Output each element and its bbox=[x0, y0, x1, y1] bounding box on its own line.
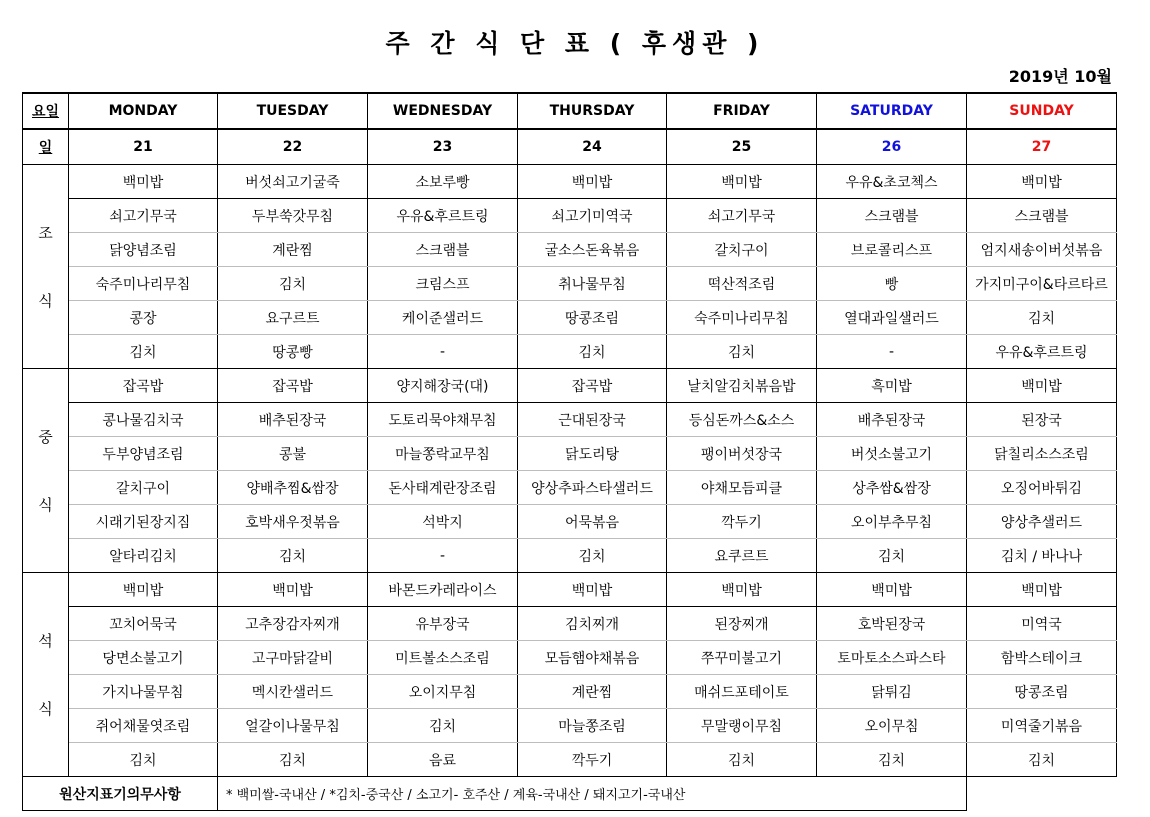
menu-item: 양상추파스타샐러드 bbox=[518, 471, 667, 505]
menu-item: 오이지무침 bbox=[368, 675, 518, 709]
meal-label-char: 석 bbox=[38, 631, 53, 650]
menu-item: 엄지새송이버섯볶음 bbox=[967, 233, 1117, 267]
menu-item: 팽이버섯장국 bbox=[667, 437, 817, 471]
menu-item: 김치 bbox=[967, 743, 1117, 777]
meal-label bbox=[23, 573, 69, 777]
meal-label-char: 식 bbox=[38, 699, 53, 718]
day-header-row bbox=[23, 93, 1117, 129]
menu-item: 오징어바튀김 bbox=[967, 471, 1117, 505]
menu-item: 된장찌개 bbox=[667, 607, 817, 641]
day-header: SATURDAY bbox=[817, 93, 967, 129]
menu-row bbox=[23, 607, 1117, 641]
menu-item: 모듬햄야채볶음 bbox=[518, 641, 667, 675]
menu-item: 김치 bbox=[667, 743, 817, 777]
menu-item: 날치알김치볶음밥 bbox=[667, 369, 817, 403]
menu-item: 호박된장국 bbox=[817, 607, 967, 641]
menu-item: 크림스프 bbox=[368, 267, 518, 301]
menu-item: 마늘쫑락교무침 bbox=[368, 437, 518, 471]
menu-item: 백미밥 bbox=[967, 573, 1117, 607]
menu-item: 멕시칸샐러드 bbox=[218, 675, 368, 709]
menu-item: 김치 bbox=[69, 743, 218, 777]
menu-row bbox=[23, 709, 1117, 743]
menu-item: 양지해장국(대) bbox=[368, 369, 518, 403]
meal-label bbox=[23, 165, 69, 369]
menu-item: 김치 bbox=[518, 539, 667, 573]
menu-item: 백미밥 bbox=[69, 165, 218, 199]
menu-item: 브로콜리스프 bbox=[817, 233, 967, 267]
menu-item: 당면소불고기 bbox=[69, 641, 218, 675]
menu-item: 닭도리탕 bbox=[518, 437, 667, 471]
menu-row bbox=[23, 743, 1117, 777]
menu-item: 숙주미나리무침 bbox=[69, 267, 218, 301]
meal-label-char: 식 bbox=[38, 495, 53, 514]
menu-item: 김치 bbox=[518, 335, 667, 369]
menu-item: - bbox=[368, 335, 518, 369]
day-column-label: 요일 bbox=[23, 93, 69, 129]
menu-item: 김치 bbox=[218, 743, 368, 777]
menu-item: 땅콩조림 bbox=[967, 675, 1117, 709]
menu-item: 스크램블 bbox=[368, 233, 518, 267]
meal-label bbox=[23, 369, 69, 573]
menu-item: 호박새우젓볶음 bbox=[218, 505, 368, 539]
menu-row bbox=[23, 335, 1117, 369]
menu-item: 양상추샐러드 bbox=[967, 505, 1117, 539]
menu-item: 갈치구이 bbox=[667, 233, 817, 267]
menu-item: 두부쑥갓무침 bbox=[218, 199, 368, 233]
day-header: WEDNESDAY bbox=[368, 93, 518, 129]
menu-item: 배추된장국 bbox=[218, 403, 368, 437]
menu-item: 두부양념조림 bbox=[69, 437, 218, 471]
date-header: 25 bbox=[667, 129, 817, 165]
menu-item: 김치 / 바나나 bbox=[967, 539, 1117, 573]
menu-row bbox=[23, 675, 1117, 709]
menu-item: 김치 bbox=[69, 335, 218, 369]
menu-item: 알타리김치 bbox=[69, 539, 218, 573]
menu-item: 무말랭이무침 bbox=[667, 709, 817, 743]
menu-date: 2019년 10월 bbox=[1008, 67, 1112, 86]
menu-item: 계란찜 bbox=[218, 233, 368, 267]
date-header: 27 bbox=[967, 129, 1117, 165]
menu-item: 바몬드카레라이스 bbox=[368, 573, 518, 607]
menu-item: 스크램블 bbox=[817, 199, 967, 233]
weekly-menu-table bbox=[22, 92, 1117, 811]
day-header: MONDAY bbox=[69, 93, 218, 129]
menu-item: 백미밥 bbox=[967, 165, 1117, 199]
menu-item: 김치 bbox=[667, 335, 817, 369]
menu-item: 백미밥 bbox=[69, 573, 218, 607]
day-header: THURSDAY bbox=[518, 93, 667, 129]
menu-row bbox=[23, 539, 1117, 573]
menu-item: 잡곡밥 bbox=[518, 369, 667, 403]
menu-item: 케이준샐러드 bbox=[368, 301, 518, 335]
menu-item: 김치 bbox=[218, 267, 368, 301]
menu-item: 미트볼소스조림 bbox=[368, 641, 518, 675]
menu-item: 김치 bbox=[817, 743, 967, 777]
menu-item: 등심돈까스&소스 bbox=[667, 403, 817, 437]
menu-item: 고추장감자찌개 bbox=[218, 607, 368, 641]
menu-item: 미역국 bbox=[967, 607, 1117, 641]
menu-row bbox=[23, 403, 1117, 437]
menu-item: 땅콩빵 bbox=[218, 335, 368, 369]
menu-item: 김치 bbox=[218, 539, 368, 573]
menu-item: 잡곡밥 bbox=[69, 369, 218, 403]
date-header-row bbox=[23, 129, 1117, 165]
menu-item: 흑미밥 bbox=[817, 369, 967, 403]
menu-item: - bbox=[368, 539, 518, 573]
menu-item: 유부장국 bbox=[368, 607, 518, 641]
menu-item: 김치찌개 bbox=[518, 607, 667, 641]
menu-item: 토마토소스파스타 bbox=[817, 641, 967, 675]
date-header: 26 bbox=[817, 129, 967, 165]
menu-item: 가지미구이&타르타르 bbox=[967, 267, 1117, 301]
menu-item: 버섯쇠고기굴죽 bbox=[218, 165, 368, 199]
menu-item: 백미밥 bbox=[218, 573, 368, 607]
menu-item: 쇠고기무국 bbox=[69, 199, 218, 233]
menu-row bbox=[23, 573, 1117, 607]
menu-item: 쭈꾸미불고기 bbox=[667, 641, 817, 675]
menu-row bbox=[23, 199, 1117, 233]
menu-item: 쇠고기미역국 bbox=[518, 199, 667, 233]
menu-item: 소보루빵 bbox=[368, 165, 518, 199]
menu-item: 백미밥 bbox=[518, 165, 667, 199]
menu-item: 요쿠르트 bbox=[667, 539, 817, 573]
menu-row bbox=[23, 267, 1117, 301]
meal-label-char: 조 bbox=[38, 223, 53, 242]
menu-item: 굴소스돈육볶음 bbox=[518, 233, 667, 267]
menu-item: 돈사태계란장조림 bbox=[368, 471, 518, 505]
menu-item: 석박지 bbox=[368, 505, 518, 539]
menu-item: 백미밥 bbox=[667, 165, 817, 199]
date-column-label: 일 bbox=[23, 129, 69, 165]
menu-item: 버섯소불고기 bbox=[817, 437, 967, 471]
menu-row bbox=[23, 471, 1117, 505]
menu-item: 취나물무침 bbox=[518, 267, 667, 301]
menu-item: 숙주미나리무침 bbox=[667, 301, 817, 335]
menu-item: 양배추찜&쌈장 bbox=[218, 471, 368, 505]
menu-item: 꼬치어묵국 bbox=[69, 607, 218, 641]
day-header: FRIDAY bbox=[667, 93, 817, 129]
menu-item: 오이무침 bbox=[817, 709, 967, 743]
menu-row bbox=[23, 641, 1117, 675]
menu-item: 우유&후르트링 bbox=[368, 199, 518, 233]
menu-item: 근대된장국 bbox=[518, 403, 667, 437]
menu-item: 백미밥 bbox=[518, 573, 667, 607]
menu-item: - bbox=[817, 335, 967, 369]
menu-item: 음료 bbox=[368, 743, 518, 777]
menu-item: 매쉬드포테이토 bbox=[667, 675, 817, 709]
menu-item: 잡곡밥 bbox=[218, 369, 368, 403]
menu-item: 가지나물무침 bbox=[69, 675, 218, 709]
menu-item: 요구르트 bbox=[218, 301, 368, 335]
menu-item: 닭칠리소스조림 bbox=[967, 437, 1117, 471]
menu-item: 김치 bbox=[368, 709, 518, 743]
menu-item: 우유&후르트링 bbox=[967, 335, 1117, 369]
menu-item: 얼갈이나물무침 bbox=[218, 709, 368, 743]
menu-item: 닭튀김 bbox=[817, 675, 967, 709]
date-header: 24 bbox=[518, 129, 667, 165]
menu-item: 갈치구이 bbox=[69, 471, 218, 505]
origin-blank bbox=[967, 777, 1117, 811]
menu-item: 깍두기 bbox=[667, 505, 817, 539]
menu-item: 백미밥 bbox=[817, 573, 967, 607]
menu-item: 우유&초코첵스 bbox=[817, 165, 967, 199]
date-header: 22 bbox=[218, 129, 368, 165]
menu-item: 빵 bbox=[817, 267, 967, 301]
day-header: SUNDAY bbox=[967, 93, 1117, 129]
menu-item: 백미밥 bbox=[667, 573, 817, 607]
menu-item: 미역줄기볶음 bbox=[967, 709, 1117, 743]
meal-label-char: 식 bbox=[38, 291, 53, 310]
menu-item: 쇠고기무국 bbox=[667, 199, 817, 233]
menu-row bbox=[23, 437, 1117, 471]
menu-item: 고구마닭갈비 bbox=[218, 641, 368, 675]
menu-item: 배추된장국 bbox=[817, 403, 967, 437]
menu-item: 콩불 bbox=[218, 437, 368, 471]
menu-row bbox=[23, 301, 1117, 335]
day-header: TUESDAY bbox=[218, 93, 368, 129]
menu-item: 도토리묵야채무침 bbox=[368, 403, 518, 437]
menu-item: 상추쌈&쌈장 bbox=[817, 471, 967, 505]
menu-item: 백미밥 bbox=[967, 369, 1117, 403]
menu-item: 땅콩조림 bbox=[518, 301, 667, 335]
menu-item: 닭양념조림 bbox=[69, 233, 218, 267]
origin-label: 원산지표기의무사항 bbox=[23, 777, 218, 811]
date-header: 23 bbox=[368, 129, 518, 165]
menu-item: 콩장 bbox=[69, 301, 218, 335]
origin-row bbox=[23, 777, 1117, 811]
menu-item: 오이부추무침 bbox=[817, 505, 967, 539]
menu-row bbox=[23, 233, 1117, 267]
origin-text: * 백미쌀-국내산 / *김치-중국산 / 소고기- 호주산 / 계육-국내산 / 돼지고기-국내산 bbox=[218, 777, 967, 811]
menu-row bbox=[23, 165, 1117, 199]
menu-item: 쥐어채물엿조림 bbox=[69, 709, 218, 743]
meal-label-char: 중 bbox=[38, 427, 53, 446]
menu-row bbox=[23, 369, 1117, 403]
menu-item: 어묵볶음 bbox=[518, 505, 667, 539]
date-header: 21 bbox=[69, 129, 218, 165]
menu-item: 마늘쫑조림 bbox=[518, 709, 667, 743]
menu-item: 김치 bbox=[817, 539, 967, 573]
menu-item: 열대과일샐러드 bbox=[817, 301, 967, 335]
menu-item: 스크램블 bbox=[967, 199, 1117, 233]
menu-item: 떡산적조림 bbox=[667, 267, 817, 301]
menu-item: 계란찜 bbox=[518, 675, 667, 709]
menu-item: 깍두기 bbox=[518, 743, 667, 777]
page-title: 주 간 식 단 표 ( 후생관 ) bbox=[385, 29, 765, 58]
menu-item: 김치 bbox=[967, 301, 1117, 335]
menu-item: 야채모듬피클 bbox=[667, 471, 817, 505]
menu-item: 된장국 bbox=[967, 403, 1117, 437]
menu-row bbox=[23, 505, 1117, 539]
menu-item: 시래기된장지짐 bbox=[69, 505, 218, 539]
menu-item: 콩나물김치국 bbox=[69, 403, 218, 437]
menu-item: 함박스테이크 bbox=[967, 641, 1117, 675]
